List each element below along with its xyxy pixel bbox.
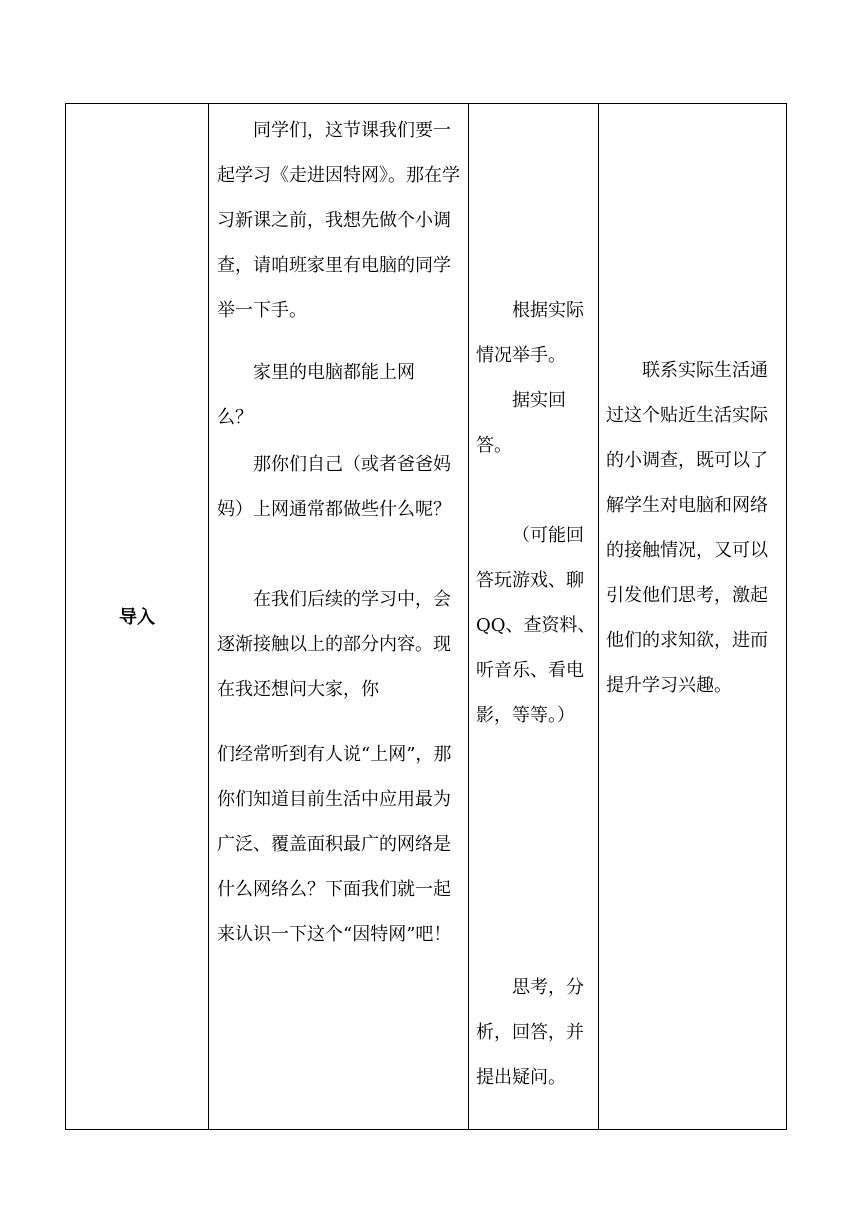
student-activity-cell [469,104,599,1130]
teacher-paragraph-3: 那你们自己（或者爸爸妈妈）上网通常都做些什么呢？ [217,454,451,520]
stage-cell [66,104,209,1130]
design-intent-cell [599,104,787,1130]
design-intent-paragraph: 联系实际生活通过这个贴近生活实际的小调查，既可以了解学生对电脑和网络的接触情况，又可以引发他们思考，激起他们的求知欲，进而提升学习兴趣。 [606,360,768,696]
teacher-paragraph-2: 家里的电脑都能上网么？ [217,362,415,428]
teacher-paragraph-4: 在我们后续的学习中，会逐渐接触以上的部分内容。现在我还想问大家，你 [217,589,451,700]
teacher-paragraph-5: 们经常听到有人说“上网”，那你们知道目前生活中应用最为广泛、覆盖面积最广的网络是什么网络么？下面我们就一起来认识一下这个“因特网”吧！ [217,744,452,945]
teacher-paragraph-1: 同学们，这节课我们要一起学习《走进因特网》。那在学习新课之前，我想先做个小调查，请咱班家里有电脑的同学举一下手。 [217,120,460,321]
teacher-activity-cell [209,104,469,1130]
student-paragraph-4: 思考，分析，回答，并提出疑问。 [476,977,584,1088]
student-paragraph-1: 根据实际情况举手。 [476,300,584,366]
student-paragraph-2: 据实回答。 [476,390,566,456]
lesson-plan-table [65,103,787,1130]
student-paragraph-3: （可能回答玩游戏、聊 QQ、查资料、听音乐、看电影，等等。） [476,525,596,726]
table-row [66,104,787,1130]
stage-label: 导入 [119,607,155,628]
